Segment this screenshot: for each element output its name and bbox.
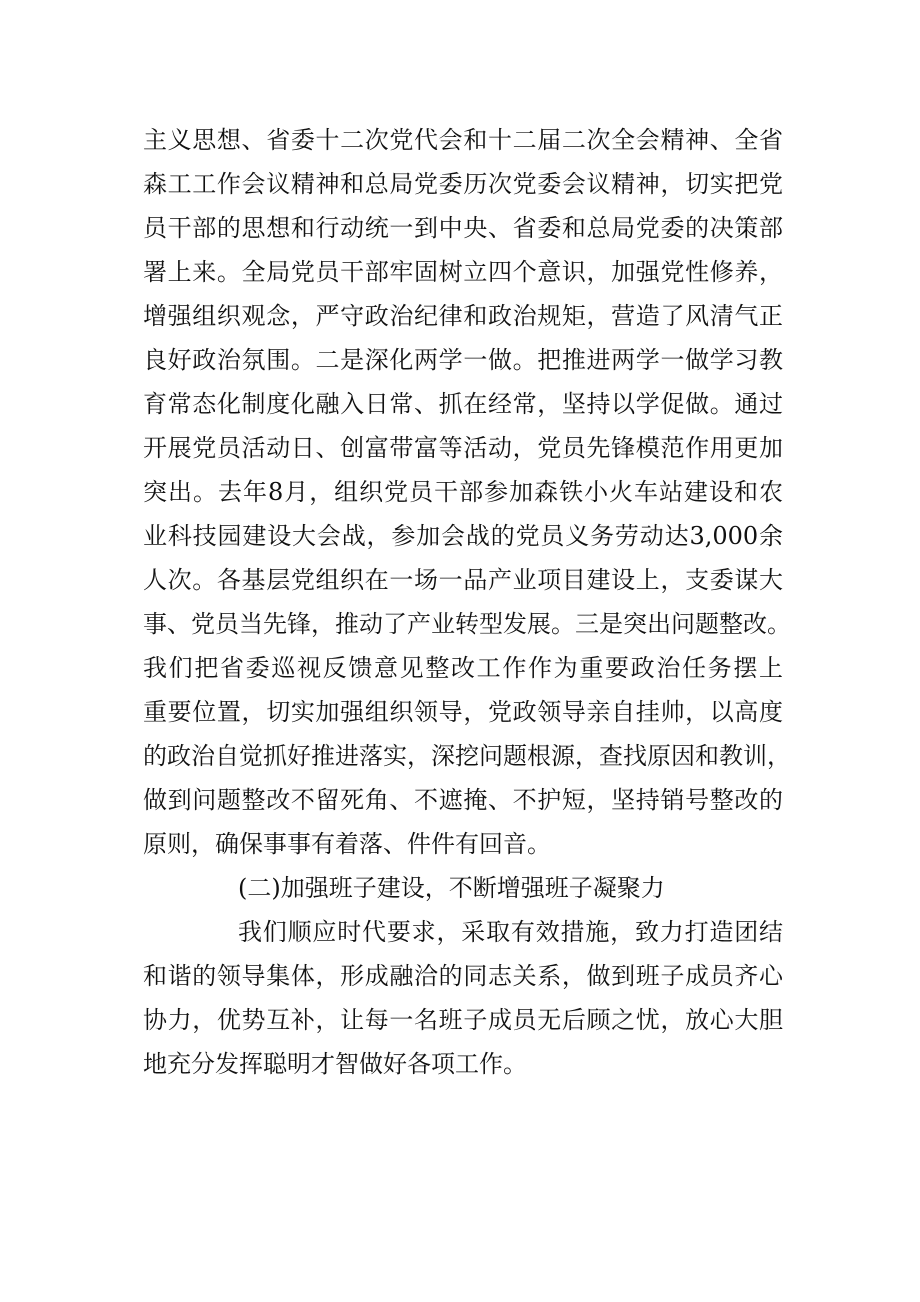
- paragraph-1-line-9: 突出。去年8月，组织党员干部参加森铁小火车站建设和农: [143, 478, 783, 506]
- paragraph-1-line-16: 做到问题整改不留死角、不遮掩、不护短，坚持销号整改的: [143, 786, 783, 814]
- paragraph-1-line-5: 增强组织观念，严守政治纪律和政治规矩，营造了风清气正: [143, 302, 783, 330]
- section-heading: (二)加强班子建设，不断增强班子凝聚力: [238, 874, 665, 902]
- paragraph-1-line-11: 人次。各基层党组织在一场一品产业项目建设上，支委谋大: [143, 566, 783, 594]
- paragraph-1-line-2: 森工工作会议精神和总局党委历次党委会议精神，切实把党: [143, 170, 783, 198]
- paragraph-1-line-17: 原则，确保事事有着落、件件有回音。: [143, 830, 551, 858]
- paragraph-1-line-7: 育常态化制度化融入日常、抓在经常，坚持以学促做。通过: [143, 390, 783, 418]
- paragraph-2-line-2: 和谐的领导集体，形成融洽的同志关系，做到班子成员齐心: [143, 962, 783, 990]
- paragraph-1-line-14: 重要位置，切实加强组织领导，党政领导亲自挂帅，以高度: [143, 698, 783, 726]
- paragraph-2-line-3: 协力，优势互补，让每一名班子成员无后顾之忧，放心大胆: [143, 1006, 783, 1034]
- paragraph-1-line-4: 署上来。全局党员干部牢固树立四个意识，加强党性修养，: [143, 258, 783, 286]
- paragraph-1-line-1: 主义思想、省委十二次党代会和十二届二次全会精神、全省: [143, 126, 783, 154]
- paragraph-1-line-10: 业科技园建设大会战，参加会战的党员义务劳动达3,000余: [143, 522, 783, 550]
- paragraph-1-line-8: 开展党员活动日、创富带富等活动，党员先锋模范作用更加: [143, 434, 783, 462]
- paragraph-1-line-12: 事、党员当先锋，推动了产业转型发展。三是突出问题整改。: [143, 610, 791, 638]
- paragraph-2-line-1: 我们顺应时代要求，采取有效措施，致力打造团结: [238, 918, 783, 946]
- paragraph-2-line-4: 地充分发挥聪明才智做好各项工作。: [143, 1050, 527, 1078]
- paragraph-1-line-3: 员干部的思想和行动统一到中央、省委和总局党委的决策部: [143, 214, 783, 242]
- paragraph-1-line-6: 良好政治氛围。二是深化两学一做。把推进两学一做学习教: [143, 346, 783, 374]
- paragraph-1-line-15: 的政治自觉抓好推进落实，深挖问题根源，查找原因和教训，: [143, 742, 791, 770]
- paragraph-1-line-13: 我们把省委巡视反馈意见整改工作作为重要政治任务摆上: [143, 654, 783, 682]
